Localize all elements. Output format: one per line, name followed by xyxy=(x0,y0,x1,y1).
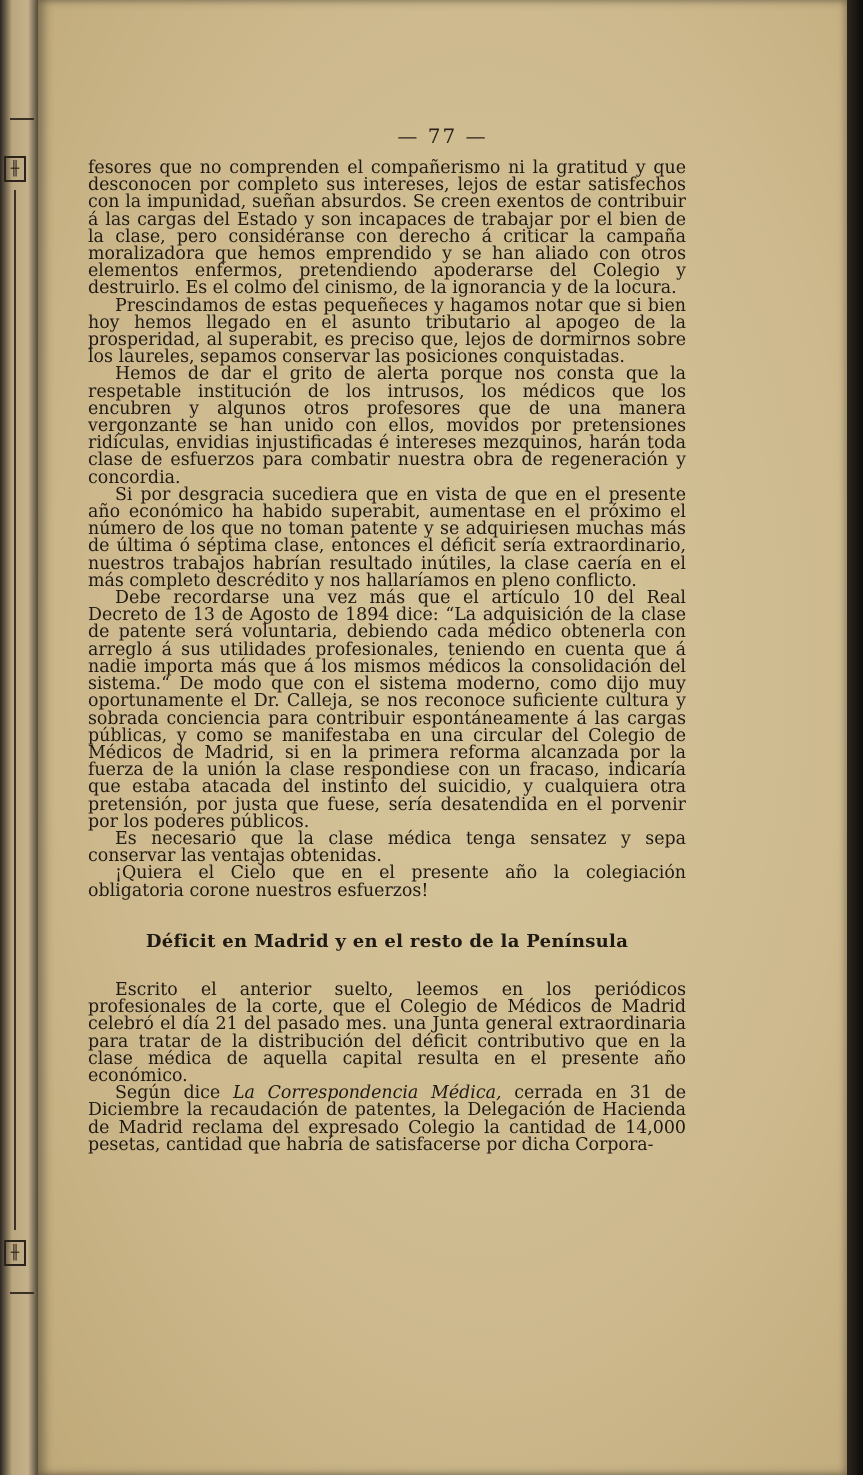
book-page xyxy=(38,0,847,1475)
paragraph-text: cerrada en 31 de Diciembre la recaudación de patentes, la Delegación de Hacienda de Madrid reclama del expresado Colegio la cantidad de 14,000 pesetas, cantidad que habría de satisfacerse por dicha Corpora- xyxy=(88,1083,686,1155)
paragraph: fesores que no comprenden el compañerismo ni la gratitud y que desconocen por completo sus intereses, lejos de estar satisfechos con la impunidad, sueñan absurdos. Se creen exentos de contribuir á las cargas del Estado y son incapaces de trabajar por el bien de la clase, pero considéranse con derecho á criticar la campaña moralizadora que hemos emprendido y se han aliado con otros elementos enfermos, pretendiendo apoderarse del Colegio y destruirlo. Es el colmo del cinismo, de la ignorancia y de la locura. xyxy=(88,158,686,299)
ornament-icon: ╫ xyxy=(4,156,26,182)
publication-title: La Correspondencia Médica, xyxy=(232,1083,502,1104)
paragraph: Hemos de dar el grito de alerta porque nos consta que la respetable institución de los intrusos, los médicos que los encubren y algunos otros profesores que de una manera vergonzante se han unido con ellos, movidos por pretensiones ridículas, envidias injustificadas é intereses mezquinos, harán toda clase de esfuerzos para combatir nuestra obra de regeneración y concordia. xyxy=(88,364,686,488)
border-rule xyxy=(10,118,34,120)
page-shadow-edge xyxy=(847,0,863,1475)
paragraph: Prescindamos de estas pequeñeces y hagamos notar que si bien hoy hemos llegado en el asunto tributario al apogeo de la prosperidad, al superabit, es preciso que, lejos de dormirnos sobre los laureles, sepamos conservar las posiciones conquistadas. xyxy=(88,295,686,368)
border-rule-vertical xyxy=(14,190,16,1230)
page-number: — 77 — xyxy=(397,124,488,148)
paragraph: ¡Quiera el Cielo que en el presente año la colegiación obligatoria corone nuestros esfuerzos! xyxy=(88,863,686,901)
page-text xyxy=(88,160,686,1154)
border-rule xyxy=(10,1292,34,1294)
paragraph-text: Según dice xyxy=(115,1083,233,1104)
ornament-icon: ╫ xyxy=(4,1240,26,1266)
paragraph: Es necesario que la clase médica tenga sensatez y sepa conservar las ventajas obtenidas. xyxy=(88,828,686,867)
adjacent-page-edge xyxy=(0,0,40,1475)
paragraph xyxy=(88,1085,686,1154)
paragraph: Debe recordarse una vez más que el artículo 10 del Real Decreto de 13 de Agosto de 1894 dice: “La adquisición de la clase de patente será voluntaria, debiendo cada médico obtenerla con arreglo á sus utilidades profesionales, teniendo en cuenta que á nadie importa más que á los mismos médicos la consolidación del sistema.“ De modo que con el sistema moderno, como dijo muy oportunamente el Dr. Calleja, se nos reconoce suficiente cultura y sobrada conciencia para contribuir espontáneamente á las cargas públicas, y como se manifestaba en una circular del Colegio de Médicos de Madrid, si en la primera reforma alcanzada por la fuerza de la unión la clase respondiese con un fracaso, indicaría que estaba atacada del instinto del suicidio, y cualquiera otra pretensión, por justa que fuese, sería desatendida en el porvenir por los poderes públicos. xyxy=(88,588,686,832)
paragraph: Escrito el anterior suelto, leemos en los periódicos profesionales de la corte, que el Colegio de Médicos de Madrid celebró el día 21 del pasado mes. una Junta general extraordinaria para tratar de la distribución del déficit contributivo que en la clase médica de aquella capital resulta en el presente año económico. xyxy=(88,979,686,1086)
section-heading: Déficit en Madrid y en el resto de la Península xyxy=(145,930,629,952)
paragraph: Si por desgracia sucediera que en vista de que en el presente año económico ha habido superabit, aumentase en el próximo el número de los que no toman patente y se adquiriesen muchas más de última ó séptima clase, entonces el déficit sería extraordinario, nuestros trabajos habrían resultado inútiles, la clase caería en el más completo descrédito y nos hallaríamos en pleno conflicto. xyxy=(88,484,686,591)
